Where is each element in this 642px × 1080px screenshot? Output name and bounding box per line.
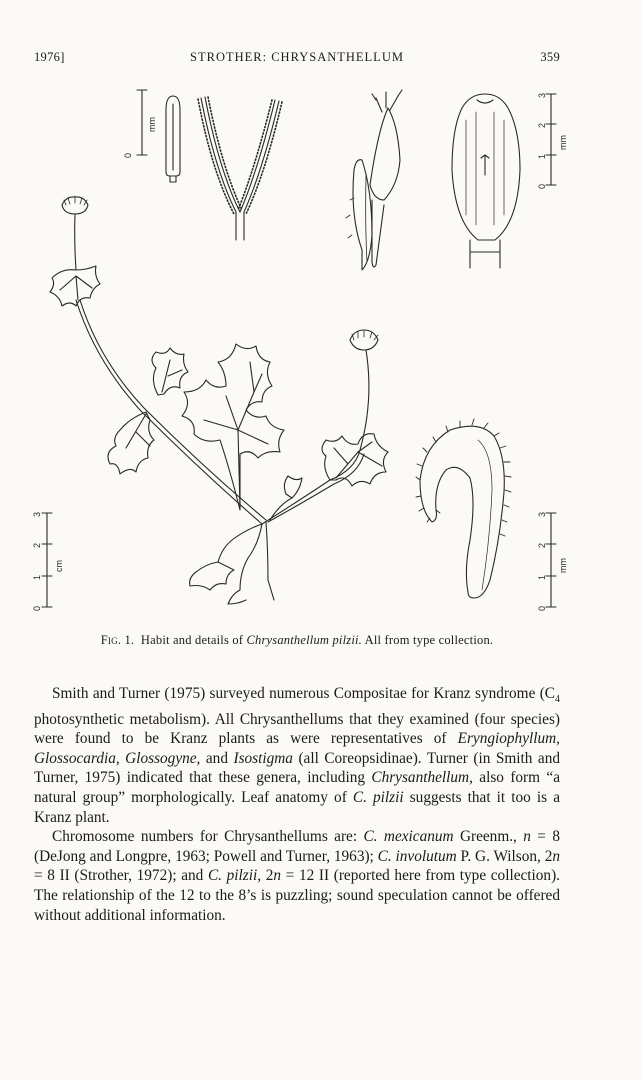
italic-text: C. pilzii (352, 789, 404, 807)
figure-caption (34, 633, 560, 648)
italic-text: Chrysanthellum, (371, 769, 473, 787)
text-run: 2 (261, 867, 274, 885)
stamen-scale-unit: mm (147, 117, 157, 132)
achene-scale-tick-1: 1 (537, 574, 547, 580)
habit-drawing (50, 196, 388, 604)
achene-scale-tick-0: 0 (537, 605, 547, 611)
text-run: and (200, 749, 234, 767)
caption-text-after: All from type collection. (362, 633, 494, 647)
paragraph (34, 684, 560, 827)
ray-corolla-drawing (452, 94, 520, 268)
italic-text: n (273, 867, 282, 885)
habit-scale-tick-1: 1 (32, 574, 42, 580)
habit-scale-tick-0: 0 (32, 605, 42, 611)
florets-scale-tick-3: 3 (537, 92, 547, 98)
text-run: photosynthetic metabolism). All Chrysanthellums that they examined (four species) were found to be Kranz plants as were representatives of (34, 710, 560, 748)
caption-species: Chrysanthellum pilzii. (246, 633, 362, 647)
italic-text: Eryngiophyllum, Glossocardia, Glossogyne, (34, 730, 560, 767)
caption-text-before: Habit and details of (140, 633, 247, 647)
achene-scale-tick-2: 2 (537, 542, 547, 548)
text-run: Smith and Turner (1975) surveyed numerous Compositae for Kranz syndrome (C (52, 685, 555, 702)
florets-scale-tick-0: 0 (537, 183, 547, 189)
habit-scale-tick-2: 2 (32, 542, 42, 548)
habit-scale-unit: cm (54, 560, 64, 572)
figure-label: Fig. 1. (100, 633, 135, 647)
header-page-number: 359 (540, 50, 560, 64)
text-run: Chromosome numbers for Chrysanthellums are: (52, 828, 364, 846)
text-run: P. G. Wilson, 2 (456, 847, 553, 865)
text-run: = 12 II (reported here from type collection). The relationship of the 12 to the 8’s is puzzling; sound speculation cannot be offered without additional information. (34, 867, 560, 924)
italic-text: C. involutum (377, 847, 457, 865)
subscript-text: 4 (555, 694, 560, 706)
header-year: 1976] (34, 50, 65, 64)
achene-scale-tick-3: 3 (537, 511, 547, 517)
habit-scale-tick-3: 3 (32, 511, 42, 517)
achene-scale-unit: mm (558, 558, 568, 573)
text-run: = 8 II (Strother, 1972); and (34, 867, 208, 885)
body-text (34, 684, 560, 925)
florets-scale-tick-1: 1 (537, 153, 547, 159)
habit-scale-bar (32, 512, 64, 611)
text-run: = 8 (DeJong and Longpre, 1963; Powell and Turner, 1963); (34, 828, 560, 865)
style-branches-drawing (198, 97, 282, 240)
stamen-scale-tick-0: 0 (123, 152, 133, 158)
florets-scale-tick-2: 2 (537, 122, 547, 128)
floret-drawing (346, 90, 402, 270)
botanical-figure (0, 70, 642, 630)
stamen-scale-bar (123, 90, 157, 158)
text-run: suggests that it too is a Kranz plant. (34, 789, 561, 826)
text-run: also form “a natural group” morphologically. Leaf anatomy of (34, 769, 561, 807)
italic-text: C. mexicanum (363, 828, 454, 846)
italic-text: n (552, 847, 560, 865)
text-run: Greenm., (453, 828, 524, 846)
header-running-title: STROTHER: CHRYSANTHELLUM (190, 50, 404, 64)
italic-text: n (523, 828, 531, 846)
paragraph (34, 827, 560, 925)
florets-scale-unit: mm (558, 135, 568, 150)
achene-drawing (416, 419, 511, 598)
stamen-drawing (166, 96, 180, 182)
achene-scale-bar (537, 512, 568, 611)
running-header (34, 50, 560, 70)
text-run: (all Coreopsidinae). Turner (in Smith and Turner, 1975) indicated that these genera, including (34, 749, 561, 787)
italic-text: Isostigma (233, 749, 293, 767)
ray-corolla-scale-bar (537, 93, 568, 189)
italic-text: C. pilzii, (207, 867, 262, 885)
